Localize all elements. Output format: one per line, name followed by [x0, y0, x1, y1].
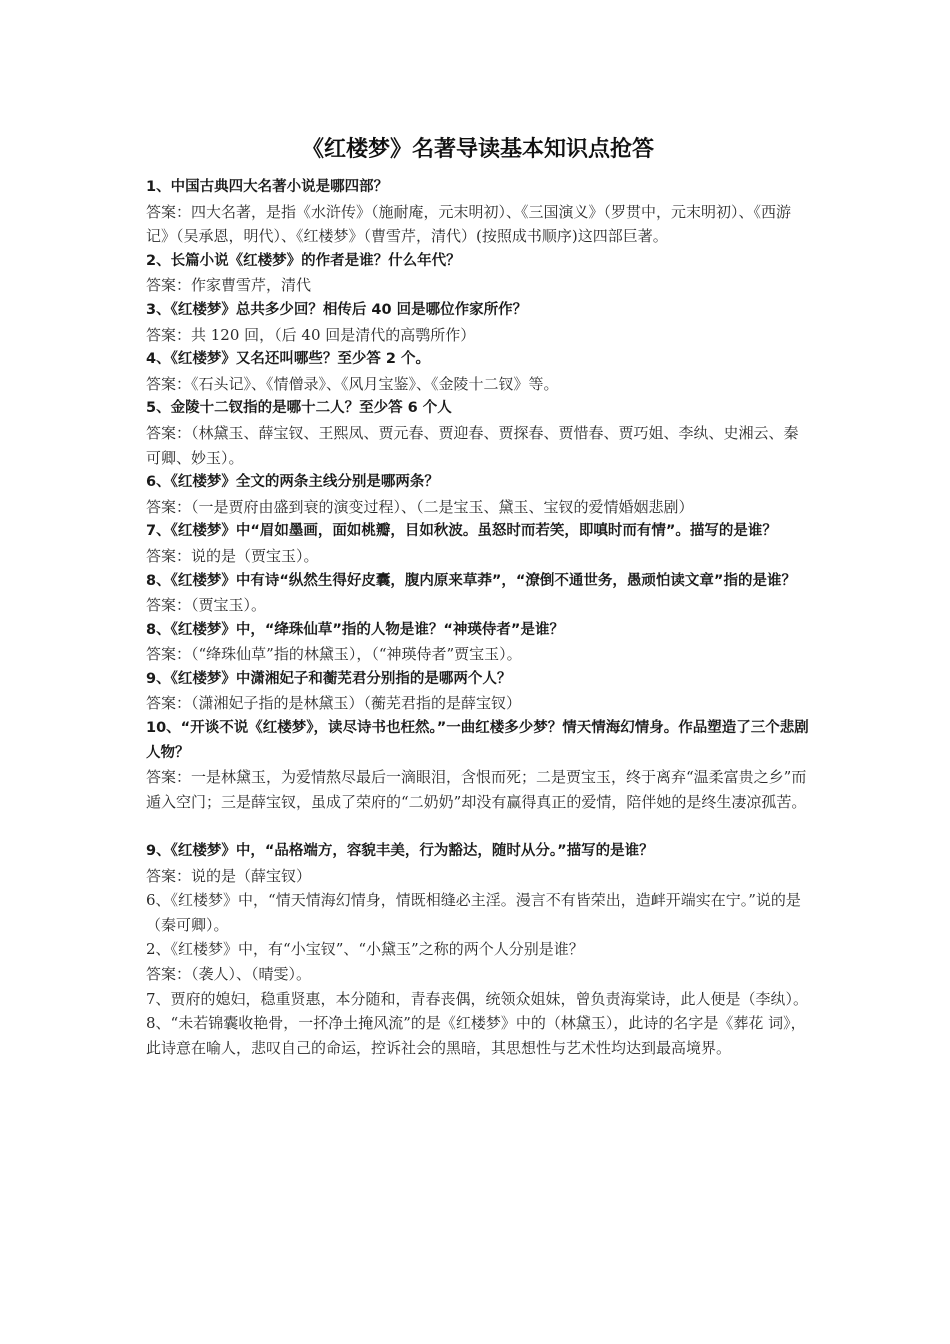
answer-4: 答案：《石头记》、《情僧录》、《风月宝鉴》、《金陵十二钗》等。: [146, 374, 559, 393]
section2-question: 9、《红楼梦》中，“品格端方，容貌丰美，行为豁达，随时从分。”描写的是谁？: [146, 843, 654, 860]
question-10: 10、“开谈不说《红楼梦》，读尽诗书也枉然。”一曲红楼多少梦？情天情海幻情身。作品塑造了三个悲剧人物？: [146, 720, 809, 761]
section2-line-6: 8、“未若锦囊收艳骨，一抔净土掩风流”的是《红楼梦》中的（林黛玉），此诗的名字是《葬花 词》，此诗意在喻人，悲叹自己的命运，控诉社会的黑暗，其思想性与艺术性均达到最高境界。: [146, 1014, 806, 1057]
answer-5: 答案：（林黛玉、薛宝钗、王熙凤、贾元春、贾迎春、贾探春、贾惜春、贾巧姐、李纨、史湘云、秦可卿、妙玉）。: [146, 423, 799, 467]
question-3: 3、《红楼梦》总共多少回？相传后 40 回是哪位作家所作？: [146, 301, 528, 318]
question-6: 6、《红楼梦》全文的两条主线分别是哪两条？: [146, 474, 439, 491]
section2-line-3: 2、《红楼梦》中，有“小宝钗”、“小黛玉”之称的两个人分别是谁？: [146, 940, 584, 959]
section2-line-4: 答案：（袭人）、（晴雯）。: [146, 965, 312, 983]
question-5: 5、金陵十二钗指的是哪十二人？至少答 6 个人: [146, 400, 452, 417]
section2-line-1: 答案：说的是（薛宝钗）: [146, 866, 312, 885]
question-9: 9、《红楼梦》中潇湘妃子和蘅芜君分别指的是哪两个人？: [146, 670, 512, 687]
answer-2: 答案：作家曹雪芹，清代: [146, 276, 312, 295]
answer-1: 答案：四大名著，是指《水浒传》（施耐庵，元末明初）、《三国演义》（罗贯中，元末明初）、《西游记》（吴承恩，明代）、《红楼梦》（曹雪芹，清代）(按照成书顺序)这四部巨著。: [146, 202, 792, 246]
question-8a: 8、《红楼梦》中有诗“纵然生得好皮囊，腹内原来草莽”，“潦倒不通世务，愚顽怕读文章”指的是谁？: [146, 572, 796, 589]
document-body: [146, 175, 810, 1060]
document-title: 《红楼梦》名著导读基本知识点抢答: [301, 137, 654, 162]
answer-8a: 答案：（贾宝玉）。: [146, 596, 267, 615]
question-4: 4、《红楼梦》又名还叫哪些？至少答 2 个。: [146, 351, 431, 368]
question-7: 7、《红楼梦》中“眉如墨画，面如桃瓣，目如秋波。虽怒时而若笑，即嗔时而有情”。描写的是谁？: [146, 523, 777, 540]
section2-line-5: 7、贾府的媳妇，稳重贤惠，本分随和，青春丧偶，统领众姐妹，曾负责海棠诗，此人便是（李纨）。: [146, 989, 809, 1008]
answer-8b: 答案：（“绛珠仙草”指的林黛玉），（“神瑛侍者”贾宝玉）。: [146, 645, 522, 664]
question-8b: 8、《红楼梦》中，“绛珠仙草”指的人物是谁？“神瑛侍者”是谁？: [146, 621, 564, 638]
section2-line-2: 6、《红楼梦》中，“情天情海幻情身，情既相缝必主淫。漫言不有皆荣出，造衅开端实在宁。”说的是（秦可卿）。: [146, 891, 801, 934]
answer-3: 答案：共 120 回，（后 40 回是清代的高鹗所作）: [146, 325, 476, 344]
answer-7: 答案：说的是（贾宝玉）。: [146, 546, 319, 565]
answer-6: 答案：（一是贾府由盛到衰的演变过程）、（二是宝玉、黛玉、宝钗的爱情婚姻悲剧）: [146, 497, 694, 516]
section-gap: [146, 814, 810, 839]
answer-9: 答案：（潇湘妃子指的是林黛玉）（蘅芜君指的是薛宝钗）: [146, 694, 522, 713]
answer-10: 答案：一是林黛玉，为爱情熬尽最后一滴眼泪，含恨而死；二是贾宝玉，终于离弃“温柔富贵之乡”而遁入空门；三是薛宝钗，虽成了荣府的“二奶奶”却没有赢得真正的爱情，陪伴她的是终生凄凉孤苦。: [146, 768, 807, 811]
question-1: 1、中国古典四大名著小说是哪四部？: [146, 179, 389, 195]
question-2: 2、长篇小说《红楼梦》的作者是谁？什么年代？: [146, 252, 461, 269]
